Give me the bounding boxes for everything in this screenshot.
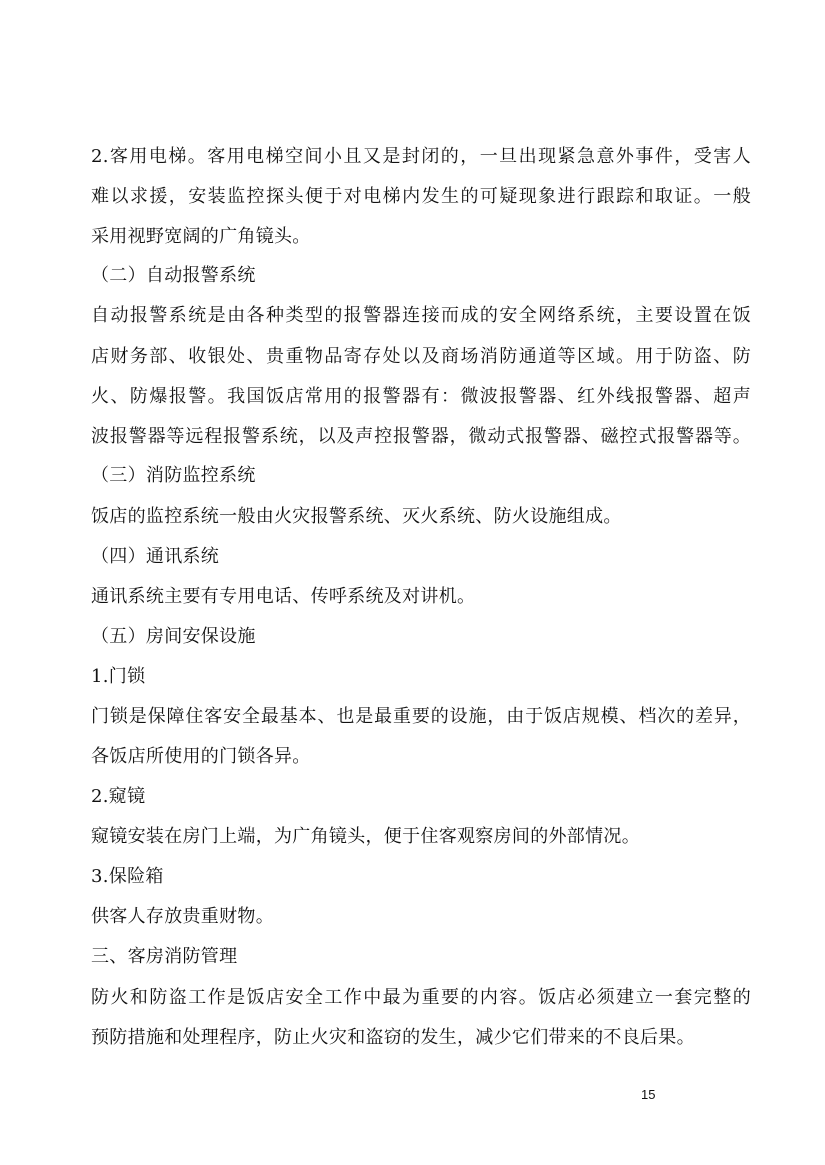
paragraph-line: 预防措施和处理程序，防止火灾和盗窃的发生，减少它们带来的不良后果。 (91, 1027, 695, 1048)
paragraph-line: 窥镜安装在房门上端，为广角镜头，便于住客观察房间的外部情况。 (91, 826, 640, 847)
paragraph-line: 火、防爆报警。我国饭店常用的报警器有：微波报警器、红外线报警器、超声 (91, 386, 751, 407)
paragraph-line: 门锁是保障住客安全最基本、也是最重要的设施，由于饭店规模、档次的差异， (91, 706, 751, 727)
paragraph-line: 供客人存放贵重财物。 (91, 906, 274, 927)
subsection-heading: 2.窥镜 (91, 786, 146, 807)
paragraph-line: 波报警器等远程报警系统，以及声控报警器，微动式报警器、磁控式报警器等。 (91, 426, 751, 447)
section-heading: （二）自动报警系统 (91, 265, 256, 286)
section-heading: 三、客房消防管理 (91, 946, 238, 967)
paragraph-line: 自动报警系统是由各种类型的报警器连接而成的安全网络系统，主要设置在饭 (91, 305, 751, 326)
subsection-heading: 3.保险箱 (91, 866, 164, 887)
section-heading: （五）房间安保设施 (91, 626, 256, 647)
paragraph-line: 防火和防盗工作是饭店安全工作中最为重要的内容。饭店必须建立一套完整的 (91, 987, 751, 1008)
paragraph-line: 通讯系统主要有专用电话、传呼系统及对讲机。 (91, 586, 476, 607)
section-heading: （三）消防监控系统 (91, 465, 256, 486)
paragraph-line: 采用视野宽阔的广角镜头。 (91, 226, 311, 247)
paragraph-line: 难以求援，安装监控探头便于对电梯内发生的可疑现象进行跟踪和取证。一般 (91, 186, 751, 207)
paragraph-line: 饭店的监控系统一般由火灾报警系统、灭火系统、防火设施组成。 (91, 506, 622, 527)
page-number: 15 (641, 1087, 656, 1102)
paragraph-line: 店财务部、收银处、贵重物品寄存处以及商场消防通道等区域。用于防盗、防 (91, 346, 751, 367)
paragraph-line: 2.客用电梯。客用电梯空间小且又是封闭的，一旦出现紧急意外事件，受害人 (91, 146, 751, 167)
subsection-heading: 1.门锁 (91, 666, 146, 687)
paragraph-line: 各饭店所使用的门锁各异。 (91, 746, 311, 767)
section-heading: （四）通讯系统 (91, 546, 220, 567)
